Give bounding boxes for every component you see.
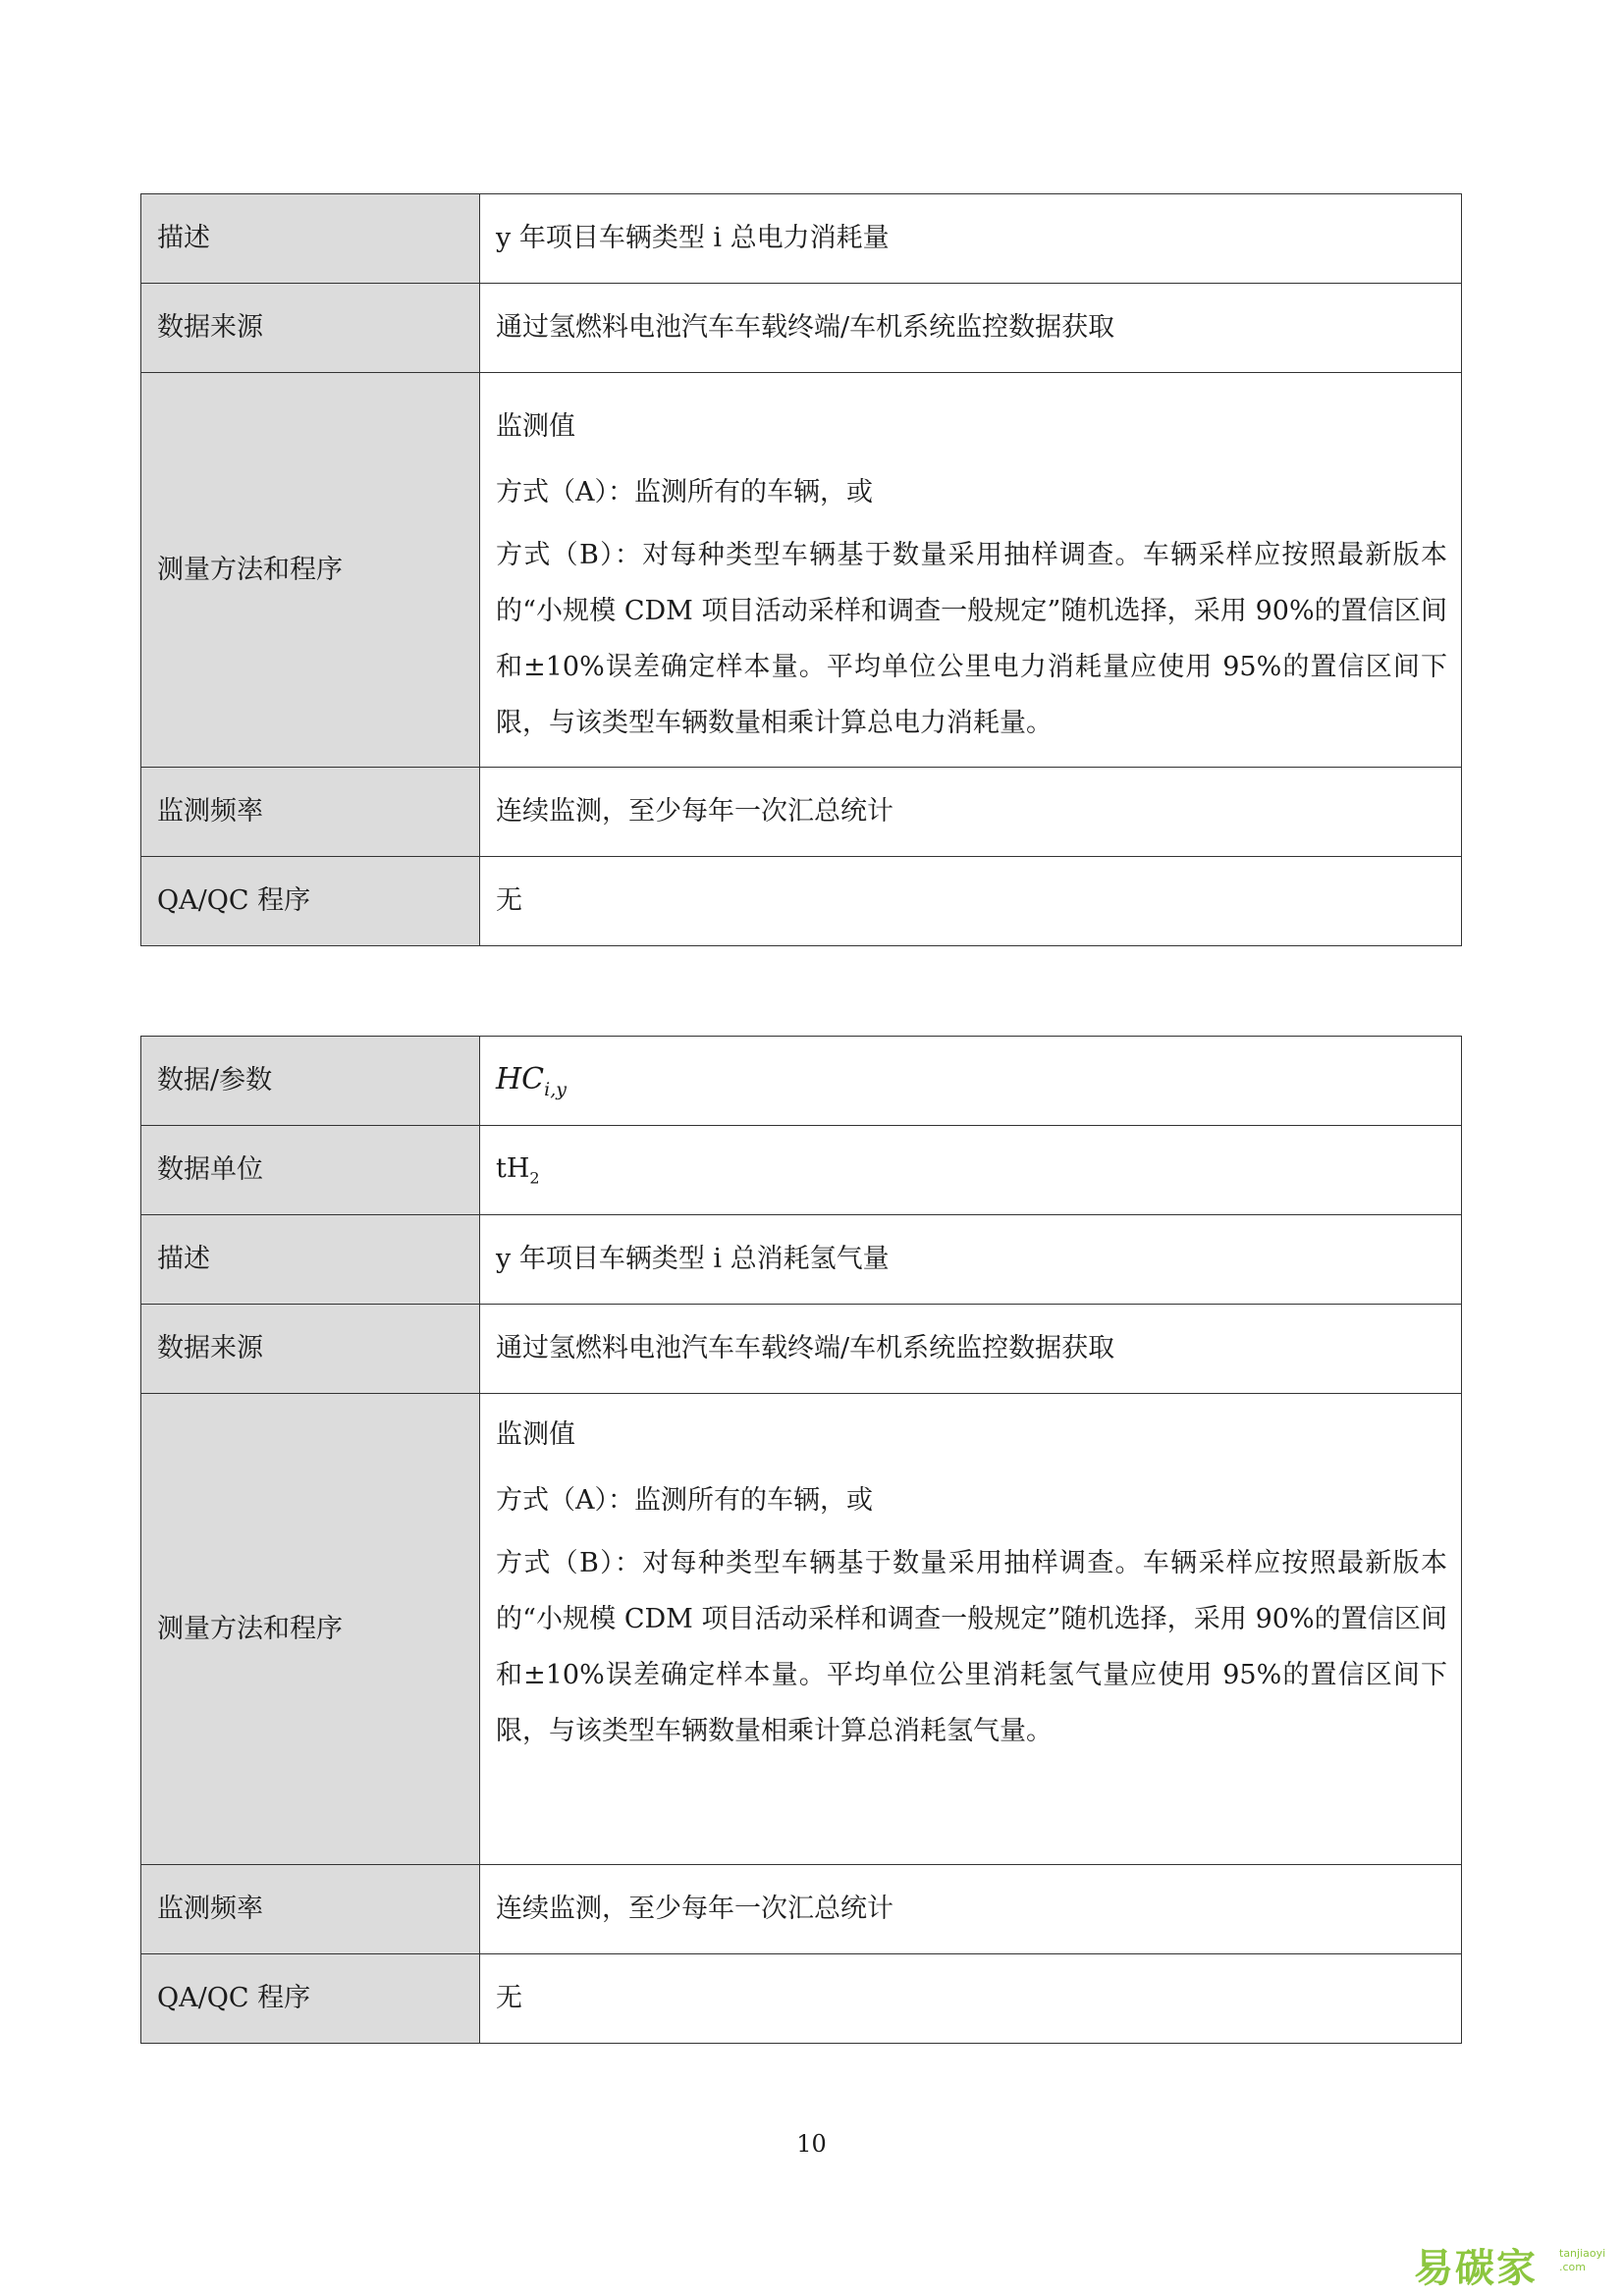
row-label: 数据/参数 xyxy=(141,1037,480,1126)
row-value: 连续监测，至少每年一次汇总统计 xyxy=(480,1865,1462,1954)
parameter-symbol xyxy=(480,1037,1462,1126)
unit-main: tH xyxy=(496,1152,530,1184)
method-paragraph: 方式（B）：对每种类型车辆基于数量采用抽样调查。车辆采样应按照最新版本的“小规模 CDM 项目活动采样和调查一般规定”随机选择，采用 90%的置信区间和±10%误差确定样本量。平均单位公里消耗氢气量应使用 95%的置信区间下限，与该类型车辆数量相乘计算总消耗氢气量。 xyxy=(496,1548,1447,1746)
row-label: 描述 xyxy=(141,1215,480,1305)
row-label: 数据来源 xyxy=(141,284,480,373)
table-row xyxy=(141,1954,1462,2044)
row-label: QA/QC 程序 xyxy=(141,857,480,946)
table-row xyxy=(141,1865,1462,1954)
symbol-main: HC xyxy=(496,1061,545,1096)
row-value: y 年项目车辆类型 i 总消耗氢气量 xyxy=(480,1215,1462,1305)
unit-subscript: 2 xyxy=(529,1168,540,1188)
row-value: y 年项目车辆类型 i 总电力消耗量 xyxy=(480,194,1462,284)
table-row xyxy=(141,1215,1462,1305)
method-line: 方式（A）：监测所有的车辆，或 xyxy=(496,476,873,507)
watermark-text: 易碳家 xyxy=(1414,2246,1538,2291)
row-value: 无 xyxy=(480,857,1462,946)
row-value: 通过氢燃料电池汽车车载终端/车机系统监控数据获取 xyxy=(480,1305,1462,1394)
table-row xyxy=(141,1305,1462,1394)
row-value: 无 xyxy=(480,1954,1462,2044)
table-row-method xyxy=(141,1394,1462,1865)
table-row xyxy=(141,1126,1462,1215)
method-paragraph: 方式（B）：对每种类型车辆基于数量采用抽样调查。车辆采样应按照最新版本的“小规模 CDM 项目活动采样和调查一般规定”随机选择，采用 90%的置信区间和±10%误差确定样本量。平均单位公里电力消耗量应使用 95%的置信区间下限，与该类型车辆数量相乘计算总电力消耗量。 xyxy=(496,539,1447,738)
row-value: 连续监测，至少每年一次汇总统计 xyxy=(480,768,1462,857)
row-label: 测量方法和程序 xyxy=(141,1394,480,1865)
table-row-method xyxy=(141,373,1462,768)
row-label: 监测频率 xyxy=(141,768,480,857)
method-line: 监测值 xyxy=(496,410,575,442)
watermark-url: tanjiaoyi .com xyxy=(1559,2247,1606,2273)
monitoring-table-electricity xyxy=(140,193,1462,946)
table-row xyxy=(141,1037,1462,1126)
method-line: 监测值 xyxy=(496,1419,575,1450)
method-line: 方式（A）：监测所有的车辆，或 xyxy=(496,1485,873,1516)
method-description xyxy=(480,1394,1462,1865)
site-watermark-logo xyxy=(1414,2233,1610,2292)
page-number: 10 xyxy=(796,2130,827,2158)
row-label: 监测频率 xyxy=(141,1865,480,1954)
unit-value xyxy=(480,1126,1462,1215)
method-description xyxy=(480,373,1462,768)
monitoring-table-hydrogen xyxy=(140,1036,1462,2044)
row-label: QA/QC 程序 xyxy=(141,1954,480,2044)
row-label: 测量方法和程序 xyxy=(141,373,480,768)
table-row xyxy=(141,284,1462,373)
table-row xyxy=(141,194,1462,284)
symbol-subscript: i,y xyxy=(544,1078,567,1100)
row-label: 数据单位 xyxy=(141,1126,480,1215)
row-label: 数据来源 xyxy=(141,1305,480,1394)
row-label: 描述 xyxy=(141,194,480,284)
row-value: 通过氢燃料电池汽车车载终端/车机系统监控数据获取 xyxy=(480,284,1462,373)
table-row xyxy=(141,768,1462,857)
table-row xyxy=(141,857,1462,946)
